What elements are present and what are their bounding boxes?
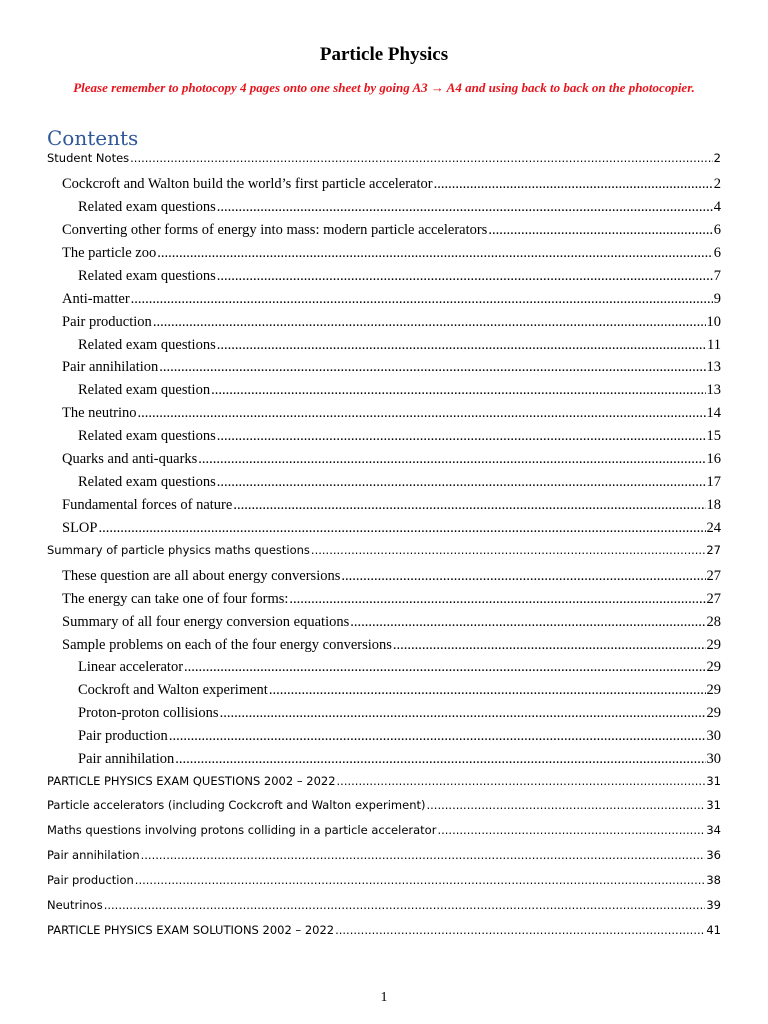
toc-dot-leader: [153, 314, 706, 331]
toc-entry[interactable]: [62, 451, 721, 468]
toc-entry-label: Related exam questions: [78, 337, 216, 353]
toc-entry-page: 16: [706, 451, 721, 467]
toc-entry-label: Converting other forms of energy into mass: modern particle accelerators: [62, 222, 488, 238]
toc-entry-page: 2: [713, 151, 721, 165]
toc-dot-leader: [98, 520, 705, 537]
toc-entry-label: Related exam questions: [78, 199, 216, 215]
toc-entry-label: Proton-proton collisions: [78, 705, 219, 721]
toc-entry-page: 15: [706, 428, 721, 444]
toc-entry-label: PARTICLE PHYSICS EXAM QUESTIONS 2002 – 2022: [47, 774, 336, 788]
toc-entry-label: Linear accelerator: [78, 659, 184, 675]
toc-entry-page: 6: [713, 222, 721, 238]
toc-entry-page: 30: [706, 751, 721, 767]
toc-entry[interactable]: [62, 497, 721, 514]
toc-entry-label: Fundamental forces of nature: [62, 497, 233, 513]
page-title: Particle Physics: [319, 44, 449, 65]
toc-dot-leader: [437, 823, 705, 837]
toc-dot-leader: [211, 382, 705, 399]
toc-entry-page: 4: [713, 199, 721, 215]
toc-entry-page: 18: [706, 497, 721, 513]
toc-dot-leader: [130, 151, 713, 165]
toc-dot-leader: [269, 682, 706, 699]
toc-entry-label: Neutrinos: [47, 898, 103, 912]
toc-entry[interactable]: [78, 428, 721, 445]
toc-entry-label: Summary of all four energy conversion equations: [62, 614, 350, 630]
toc-entry[interactable]: [47, 798, 721, 812]
toc-dot-leader: [198, 451, 705, 468]
toc-entry-label: Pair production: [47, 873, 134, 887]
toc-entry-label: Pair annihilation: [78, 751, 175, 767]
toc-entry[interactable]: [47, 923, 721, 937]
photocopy-notice: Please remember to photocopy 4 pages onto one sheet by going A3 → A4 and using back to back on the photocopier.: [73, 80, 695, 95]
toc-entry[interactable]: [47, 151, 721, 165]
toc-entry-label: These question are all about energy conversions: [62, 568, 341, 584]
toc-entry-page: 36: [706, 848, 721, 862]
toc-entry[interactable]: [62, 222, 721, 239]
toc-dot-leader: [335, 923, 705, 937]
toc-dot-leader: [217, 474, 706, 491]
toc-entry-page: 30: [706, 728, 721, 744]
toc-entry[interactable]: [78, 337, 721, 354]
toc-entry[interactable]: [62, 314, 721, 331]
toc-dot-leader: [337, 774, 706, 788]
toc-entry-page: 39: [706, 898, 721, 912]
toc-entry-label: Summary of particle physics maths questions: [47, 543, 310, 557]
toc-entry-page: 11: [707, 337, 721, 353]
toc-entry-label: PARTICLE PHYSICS EXAM SOLUTIONS 2002 – 2022: [47, 923, 335, 937]
toc-entry[interactable]: [62, 291, 721, 308]
toc-entry-page: 28: [706, 614, 721, 630]
toc-entry-label: Pair annihilation: [47, 848, 140, 862]
toc-entry[interactable]: [47, 543, 721, 557]
toc-dot-leader: [141, 848, 706, 862]
toc-entry[interactable]: [47, 873, 721, 887]
toc-entry-label: Quarks and anti-quarks: [62, 451, 198, 467]
toc-dot-leader: [393, 637, 706, 654]
toc-dot-leader: [135, 873, 706, 887]
toc-entry-label: Cockroft and Walton experiment: [78, 682, 268, 698]
toc-dot-leader: [217, 428, 706, 445]
toc-dot-leader: [159, 359, 705, 376]
toc-entry[interactable]: [78, 382, 721, 399]
toc-dot-leader: [350, 614, 705, 631]
toc-entry-label: Maths questions involving protons colliding in a particle accelerator: [47, 823, 437, 837]
toc-entry-page: 31: [706, 798, 721, 812]
toc-entry[interactable]: [62, 405, 721, 422]
toc-entry-label: The neutrino: [62, 405, 137, 421]
toc-entry-page: 38: [706, 873, 721, 887]
toc-entry-page: 31: [706, 774, 721, 788]
toc-dot-leader: [426, 798, 705, 812]
toc-entry[interactable]: [62, 568, 721, 585]
toc-entry-page: 17: [706, 474, 721, 490]
toc-entry[interactable]: [62, 637, 721, 654]
toc-entry-label: Related exam question: [78, 382, 211, 398]
toc-dot-leader: [157, 245, 713, 262]
toc-entry-page: 27: [706, 591, 721, 607]
toc-entry-page: 2: [713, 176, 721, 192]
toc-entry-page: 6: [713, 245, 721, 261]
toc-entry[interactable]: [62, 591, 721, 608]
toc-dot-leader: [104, 898, 706, 912]
toc-entry-label: Pair production: [62, 314, 152, 330]
toc-entry-page: 7: [713, 268, 721, 284]
toc-entry[interactable]: [47, 823, 721, 837]
toc-entry-page: 13: [706, 359, 721, 375]
toc-entry-label: Sample problems on each of the four energy conversions: [62, 637, 392, 653]
toc-dot-leader: [217, 199, 713, 216]
toc-entry-label: Student Notes: [47, 151, 130, 165]
toc-dot-leader: [217, 268, 713, 285]
toc-entry-page: 27: [706, 568, 721, 584]
toc-entry-page: 14: [706, 405, 721, 421]
toc-entry-label: Related exam questions: [78, 474, 216, 490]
toc-dot-leader: [434, 176, 713, 193]
toc-dot-leader: [311, 543, 705, 557]
toc-entry[interactable]: [62, 359, 721, 376]
toc-dot-leader: [138, 405, 706, 422]
toc-entry[interactable]: [62, 520, 721, 537]
toc-entry[interactable]: [62, 176, 721, 193]
toc-dot-leader: [169, 728, 706, 745]
toc-entry-label: The energy can take one of four forms:: [62, 591, 289, 607]
toc-entry[interactable]: [78, 474, 721, 491]
toc-entry-page: 29: [706, 705, 721, 721]
toc-entry-label: Particle accelerators (including Cockcroft and Walton experiment): [47, 798, 426, 812]
page-number: 1: [380, 990, 388, 1005]
contents-heading: Contents: [47, 126, 139, 150]
toc-entry-label: Related exam questions: [78, 268, 216, 284]
toc-entry[interactable]: [78, 682, 721, 699]
toc-entry-page: 10: [706, 314, 721, 330]
toc-entry-page: 34: [706, 823, 721, 837]
toc-entry-label: Related exam questions: [78, 428, 216, 444]
toc-entry[interactable]: [47, 898, 721, 912]
toc-entry-page: 29: [706, 682, 721, 698]
toc-entry-label: Pair annihilation: [62, 359, 159, 375]
toc-dot-leader: [289, 591, 705, 608]
toc-entry[interactable]: [78, 751, 721, 768]
toc-entry-page: 9: [713, 291, 721, 307]
toc-entry-label: The particle zoo: [62, 245, 157, 261]
toc-entry-page: 29: [706, 659, 721, 675]
toc-dot-leader: [131, 291, 713, 308]
toc-dot-leader: [220, 705, 706, 722]
toc-dot-leader: [488, 222, 712, 239]
toc-entry-label: SLOP: [62, 520, 98, 536]
toc-dot-leader: [175, 751, 705, 768]
toc-entry[interactable]: [78, 268, 721, 285]
toc-entry[interactable]: [62, 614, 721, 631]
toc-dot-leader: [233, 497, 705, 514]
toc-entry-page: 41: [706, 923, 721, 937]
toc-entry[interactable]: [62, 245, 721, 262]
toc-entry-page: 13: [706, 382, 721, 398]
toc-dot-leader: [341, 568, 705, 585]
toc-entry[interactable]: [78, 705, 721, 722]
toc-dot-leader: [217, 337, 706, 354]
toc-entry[interactable]: [78, 199, 721, 216]
toc-entry-page: 24: [706, 520, 721, 536]
toc-entry-label: Pair production: [78, 728, 168, 744]
toc-entry[interactable]: [47, 848, 721, 862]
toc-entry-page: 27: [706, 543, 721, 557]
toc-dot-leader: [184, 659, 705, 676]
toc-entry-label: Anti-matter: [62, 291, 130, 307]
toc-entry-page: 29: [706, 637, 721, 653]
toc-entry[interactable]: [47, 774, 721, 788]
toc-entry[interactable]: [78, 659, 721, 676]
toc-entry-label: Cockcroft and Walton build the world’s first particle accelerator: [62, 176, 433, 192]
toc-entry[interactable]: [78, 728, 721, 745]
